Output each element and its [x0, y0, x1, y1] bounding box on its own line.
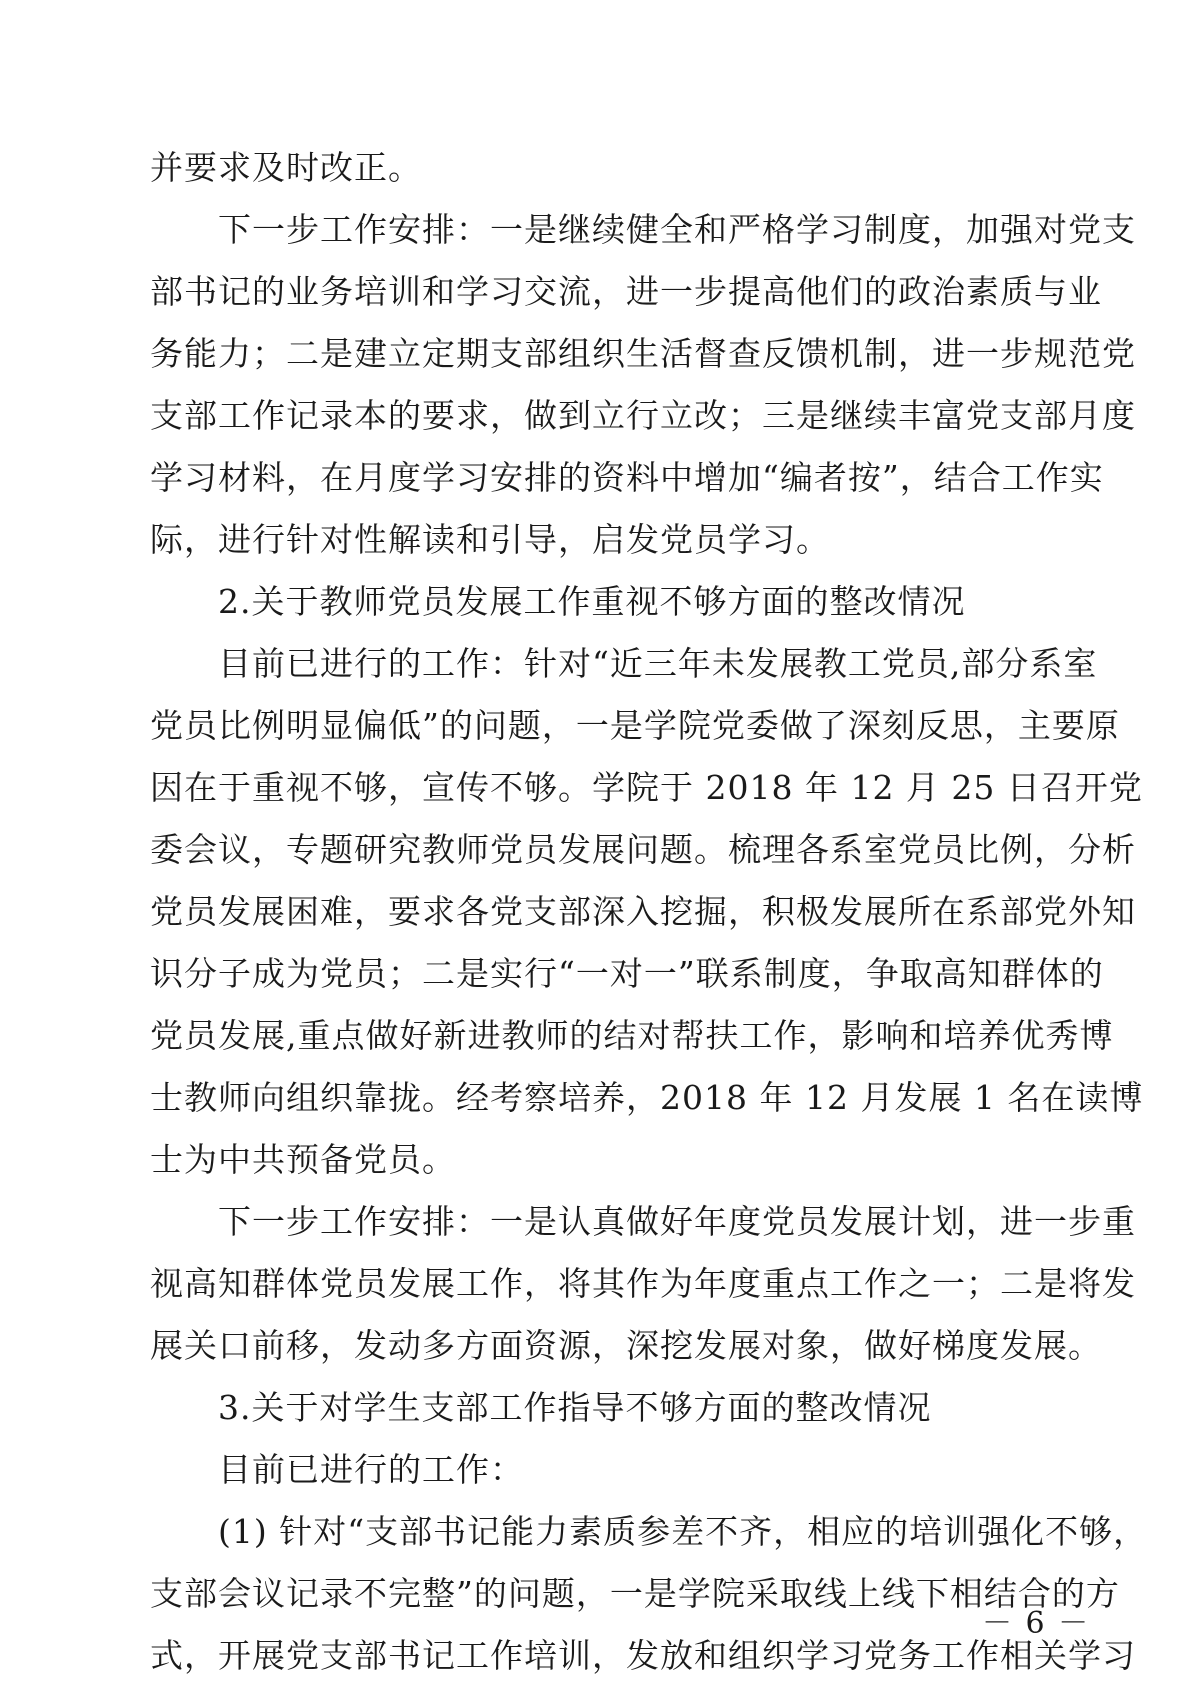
text-line: 党员发展困难，要求各党支部深入挖掘，积极发展所在系部党外知 [150, 892, 1136, 931]
text-line: 识分子成为党员；二是实行“一对一”联系制度，争取高知群体的 [150, 954, 1104, 993]
text-line: 下一步工作安排：一是认真做好年度党员发展计划，进一步重 [150, 1202, 1136, 1241]
text-line: 党员比例明显偏低”的问题，一是学院党委做了深刻反思，主要原 [150, 706, 1120, 745]
text-line: 支部工作记录本的要求，做到立行立改；三是继续丰富党支部月度 [150, 396, 1136, 435]
page-number: － 6 － [982, 1606, 1091, 1641]
text-line: 委会议，专题研究教师党员发展问题。梳理各系室党员比例，分析 [150, 830, 1136, 869]
text-line: 并要求及时改正。 [150, 148, 422, 187]
text-line: 士教师向组织靠拢。经考察培养，2018 年 12 月发展 1 名在读博 [150, 1078, 1144, 1117]
section-heading: 3.关于对学生支部工作指导不够方面的整改情况 [150, 1388, 932, 1427]
text-line: 式，开展党支部书记工作培训，发放和组织学习党务工作相关学习 [150, 1636, 1136, 1675]
text-line: 展关口前移，发动多方面资源，深挖发展对象，做好梯度发展。 [150, 1326, 1102, 1365]
text-line: 下一步工作安排：一是继续健全和严格学习制度，加强对党支 [150, 210, 1136, 249]
text-line: (1) 针对“支部书记能力素质参差不齐，相应的培训强化不够， [150, 1512, 1148, 1551]
text-line: 支部会议记录不完整”的问题，一是学院采取线上线下相结合的方 [150, 1574, 1120, 1613]
text-line: 部书记的业务培训和学习交流，进一步提高他们的政治素质与业 [150, 272, 1102, 311]
text-line: 学习材料，在月度学习安排的资料中增加“编者按”，结合工作实 [150, 458, 1104, 497]
text-line: 士为中共预备党员。 [150, 1140, 456, 1179]
text-line: 际，进行针对性解读和引导，启发党员学习。 [150, 520, 830, 559]
section-heading: 2.关于教师党员发展工作重视不够方面的整改情况 [150, 582, 966, 621]
text-line: 视高知群体党员发展工作，将其作为年度重点工作之一；二是将发 [150, 1264, 1136, 1303]
text-line: 目前已进行的工作：针对“近三年未发展教工党员,部分系室 [150, 644, 1098, 683]
text-line: 因在于重视不够，宣传不够。学院于 2018 年 12 月 25 日召开党 [150, 768, 1143, 807]
text-line: 目前已进行的工作： [150, 1450, 524, 1489]
text-line: 党员发展,重点做好新进教师的结对帮扶工作，影响和培养优秀博 [150, 1016, 1114, 1055]
text-line: 务能力；二是建立定期支部组织生活督查反馈机制，进一步规范党 [150, 334, 1136, 373]
